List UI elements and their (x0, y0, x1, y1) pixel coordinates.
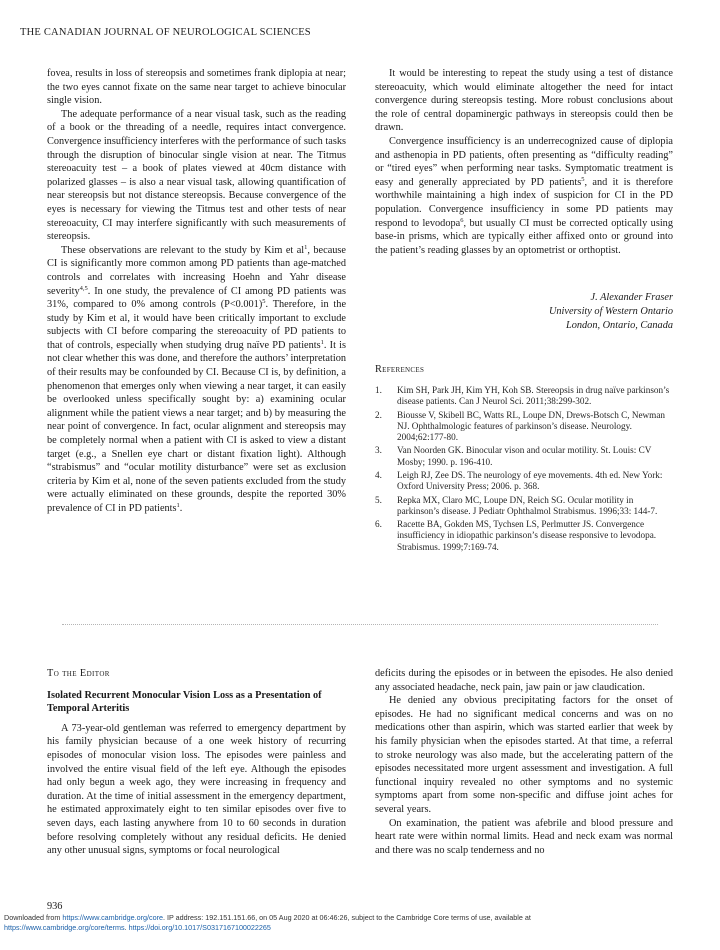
paragraph-text: . (179, 503, 183, 514)
citation-superscript: 4,5 (79, 284, 88, 292)
references-list (375, 385, 673, 553)
signature-block (375, 291, 673, 333)
reference-item (375, 495, 673, 518)
reference-item (375, 519, 673, 553)
reference-text: Kim SH, Park JH, Kim YH, Koh SB. Stereopsis in drug naïve parkinson’s disease patients. Can J Neurol Sci. 2011;38:299-302. (397, 384, 670, 407)
section-label: To the Editor (47, 668, 110, 679)
reference-item (375, 445, 673, 468)
citation-superscript: 5 (262, 298, 266, 306)
footer-link-doi[interactable]: https://doi.org/10.1017/S0317167100022265 (128, 922, 271, 932)
paragraph-text: A 73-year-old gentleman was referred to emergency department by his family physician because of a one week history of recurring episodes of monocular vision loss. The episodes were painless and involved the entire visual field of the left eye. Although the episodes had only begun a week ago, they were increasing in frequency and duration. At the time of initial assessment in the emergency department, he estimated approximately eight to ten similar episodes over five to seven days, each lasting anywhere from 10 to 60 seconds in duration before resolving completely without any residual deficits. He denied any other unusual signs, symptoms or focal neurological (47, 722, 346, 857)
paragraph-text: , and it is therefore worthwhile maintaining a high index of suspicion for CI in the PD population. Convergence insufficiency in some PD patients may respond to levodopa (375, 176, 673, 229)
reference-item (375, 410, 673, 444)
paragraph-text: . It is not clear whether this was done, and therefore the authors’ interpretation of their results may be confounded by CI. Because CI is, by definition, a phenomenon that emerges only when viewing a near target, it can easily be overlooked unless specifically sought by: a) examining ocular alignment while the patient views a near target; and b) by measuring the near point of convergence. In fact, ocular alignment and stereopsis may be completely normal when a patient with CI is asked to view a distant target (e.g., a Snellen eye chart or distant fixation light). Although “strabismus” and “ocular motility disturbance” were set as exclusion criteria by Kim et al, none of the seven patients excluded from the study were actually eliminated on these grounds, despite the reported 30% prevalence of CI in PD patients (47, 339, 346, 514)
reference-item (375, 470, 673, 493)
letter1-left-paragraph (47, 244, 346, 516)
citation-superscript: 6 (460, 216, 464, 224)
references-heading: References (375, 364, 425, 376)
reference-text: Repka MX, Claro MC, Loupe DN, Reich SG. Ocular motility in parkinson’s disease. J Pediatr Ophthalmol Strabismus. 1996;33: 144-7. (397, 494, 658, 516)
footer-middle: . IP address: 192.151.151.66, on 05 Aug 2020 at 06:46:26, subject to the Cambridge Core terms of use, available at (163, 913, 531, 922)
citation-superscript: 1 (176, 502, 180, 509)
paragraph-text: It would be interesting to repeat the study using a test of distance stereoacuity, which would eliminate altogether the need for intact convergence during stereopsis testing. More robust conclusions about the role of central dopaminergic pathways in stereopsis could then be drawn. (375, 68, 673, 134)
letter2-right-paragraph (375, 817, 673, 858)
download-footer (4, 913, 716, 932)
paragraph-text: . Therefore, in the study by Kim et al, it would have been critically important to exclude subjects with CI before comparing the stereoacuity of PD patients to that of controls, especially when studying drug naïve PD patients (47, 299, 347, 351)
reference-text: Racette BA, Gokden MS, Tychsen LS, Perlmutter JS. Convergence insufficiency in idiopathic parkinson’s disease responsive to levodopa. Strabismus. 1999;7:169-74. (397, 519, 657, 552)
letter2-right-paragraph (375, 694, 673, 816)
letter1-right-paragraph (375, 135, 673, 257)
letter1-right-column (375, 67, 673, 555)
reference-text: Biousse V, Skibell BC, Watts RL, Loupe DN, Drews-Botsch C, Newman NJ. Ophthalmologic features of parkinson’s disease. Neurology. 2004;62:177-80. (397, 409, 665, 443)
paragraph-text: , because CI is significantly more common among PD patients than age-matched controls and correlates with increasing Hoehn and Yahr disease severity (47, 244, 346, 297)
reference-number: 2. (375, 409, 382, 420)
letter1-right-paragraph (375, 67, 673, 135)
letter2-right-paragraph (375, 667, 673, 694)
reference-number: 4. (375, 469, 382, 480)
paragraph-text: fovea, results in loss of stereopsis and sometimes frank diplopia at near; the two eyes cannot fixate on the same near target to achieve binocular single vision. (47, 68, 346, 107)
letter1-left-paragraph (47, 108, 346, 244)
reference-number: 3. (375, 445, 382, 456)
footer-sep: . (124, 922, 129, 932)
paragraph-text: . In one study, the prevalence of CI among PD patients was 31%, compared to 0% among controls (P<0.001) (47, 285, 346, 311)
reference-text: Van Noorden GK. Binocular vison and ocular motility. St. Louis: CV Mosby; 1990. p. 196-410. (397, 445, 652, 467)
letter1-right-body (375, 67, 673, 257)
letter2-left-column (47, 667, 346, 858)
letter1-left-paragraph (47, 67, 346, 108)
footer-prefix: Downloaded from (4, 913, 63, 922)
reference-item (375, 385, 673, 408)
footer-link-terms[interactable]: https://www.cambridge.org/core/terms (4, 922, 125, 932)
letter2-left-paragraph (47, 722, 346, 858)
running-head: THE CANADIAN JOURNAL OF NEUROLOGICAL SCIENCES (20, 27, 311, 38)
signature-location: London, Ontario, Canada (566, 320, 673, 332)
paragraph-text: These observations are relevant to the study by Kim et al (61, 244, 305, 256)
reference-number: 1. (375, 384, 382, 395)
section-divider (62, 624, 658, 625)
signature-name: J. Alexander Fraser (590, 292, 673, 304)
footer-link-core[interactable]: https://www.cambridge.org/core (62, 913, 164, 922)
signature-institution: University of Western Ontario (548, 306, 673, 318)
paragraph-text: On examination, the patient was afebrile and blood pressure and heart rate were within normal limits. Head and neck exam was normal and there was no scalp tenderness and no (375, 817, 673, 856)
letter2-left-body (47, 722, 346, 858)
page-number: 936 (47, 901, 63, 912)
citation-superscript: 1 (304, 243, 308, 251)
reference-number: 6. (375, 519, 382, 530)
reference-text: Leigh RJ, Zee DS. The neurology of eye movements. 4th ed. New York: Oxford University Press; 2006. p. 368. (397, 469, 663, 492)
citation-superscript: 1 (320, 338, 324, 346)
paragraph-text: Convergence insufficiency is an underrecognized cause of diplopia and asthenopia in PD patients, often presenting as “difficulty reading” or “tired eyes” when performing near tasks. Symptomatic treatment is easy and generally appreciated by PD patients (375, 135, 673, 188)
letter2-right-column (375, 667, 673, 857)
reference-number: 5. (375, 494, 382, 505)
citation-superscript: 5 (581, 175, 585, 183)
paragraph-text: The adequate performance of a near visual task, such as the reading of a book or the threading of a needle, requires intact convergence. Convergence insufficiency interferes with the performance of such tasks through the disruption of binocular single vision at near. The Titmus stereoacuity test – a book of plates viewed at 40cm distance with polarized glasses – is also a near visual task, allowing quantification of near stereopsis but not distance stereopsis. Because convergence of the eyes is necessary for viewing the Titmus test and other tests of near stereoacuity, CI may interfere significantly with such measurements of stereopsis. (47, 108, 346, 243)
paragraph-text: deficits during the episodes or in between the episodes. He also denied any associated headache, neck pain, jaw pain or jaw claudication. (375, 668, 673, 693)
article-title: Isolated Recurrent Monocular Vision Loss as a Presentation of Temporal Arteritis (47, 689, 322, 715)
paragraph-text: , but usually CI must be corrected optically using base-in prisms, which are typically either affixed onto or ground into the patient’s reading glasses by an optometrist or orthoptist. (375, 217, 673, 256)
letter1-left-column (47, 67, 346, 516)
paragraph-text: He denied any obvious precipitating factors for the onset of episodes. He had no significant medical concerns and was on no medications other than aspirin, which was started earlier that week by his family physician when the episodes started. At that time, a referral to stroke neurology was also made, but the accelerating pattern of the episodes necessitated more urgent assessment and investigation. A full functional inquiry revealed no other symptoms and no systemic symptoms apart from some non-specific and diffuse joint aches for several years. (375, 695, 673, 815)
